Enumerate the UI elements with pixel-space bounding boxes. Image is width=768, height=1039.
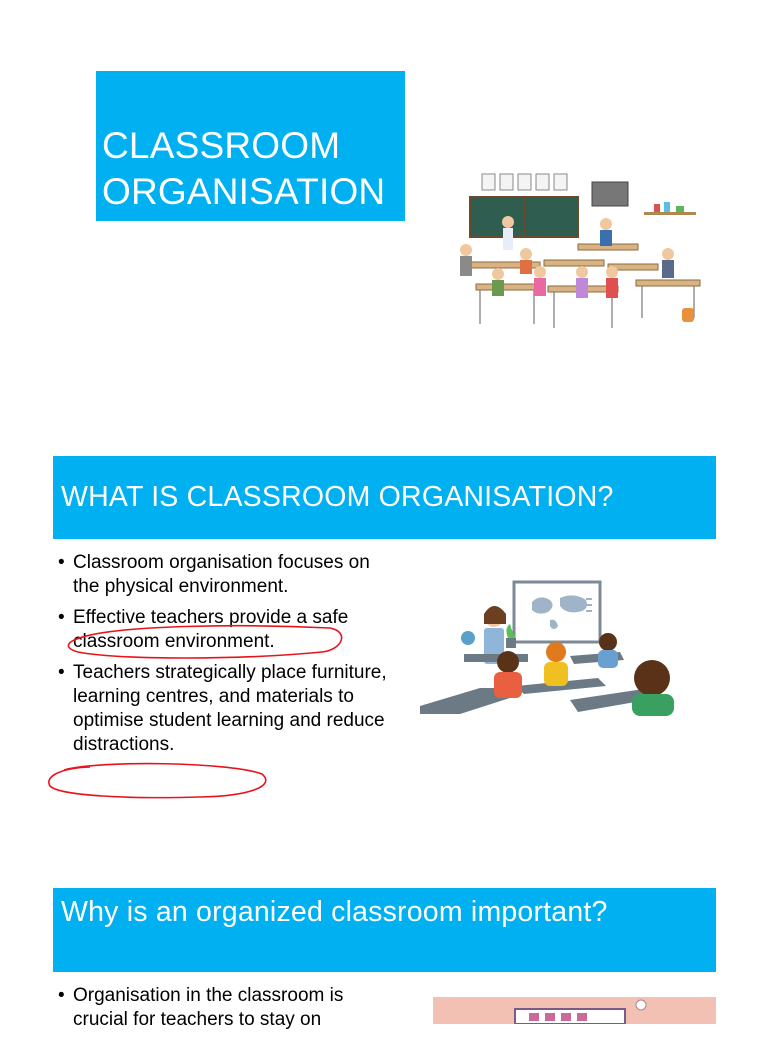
slide1-title-box [96, 71, 405, 221]
slide3-bullet-1: • Organisation in the classroom is crucial for teachers to stay on [58, 984, 388, 1032]
slide2-heading: WHAT IS CLASSROOM ORGANISATION? [61, 481, 614, 513]
slide3-heading: Why is an organized classroom important? [61, 896, 608, 928]
ink-circle-distractions [49, 764, 266, 798]
slide3-heading-banner [53, 888, 716, 972]
classroom-scene-illustration [440, 168, 704, 334]
slide2-heading-banner [53, 456, 716, 539]
slide3-bullet-list [58, 984, 388, 1039]
teacher-classroom-illustration [420, 568, 694, 718]
slide2-bullet-2: • Effective teachers provide a safe classroom environment. [58, 606, 388, 654]
slide2-bullet-3: • Teachers strategically place furniture, learning centres, and materials to optimise student learning and reduce distractions. [58, 661, 388, 757]
slide1-title-line1: CLASSROOM [102, 125, 341, 166]
slide2-bullet-1: • Classroom organisation focuses on the physical environment. [58, 551, 388, 599]
organized-classroom-illustration [433, 997, 716, 1024]
slide2-bullet-list [58, 551, 388, 764]
slide1-title-line2: ORGANISATION [102, 171, 386, 212]
